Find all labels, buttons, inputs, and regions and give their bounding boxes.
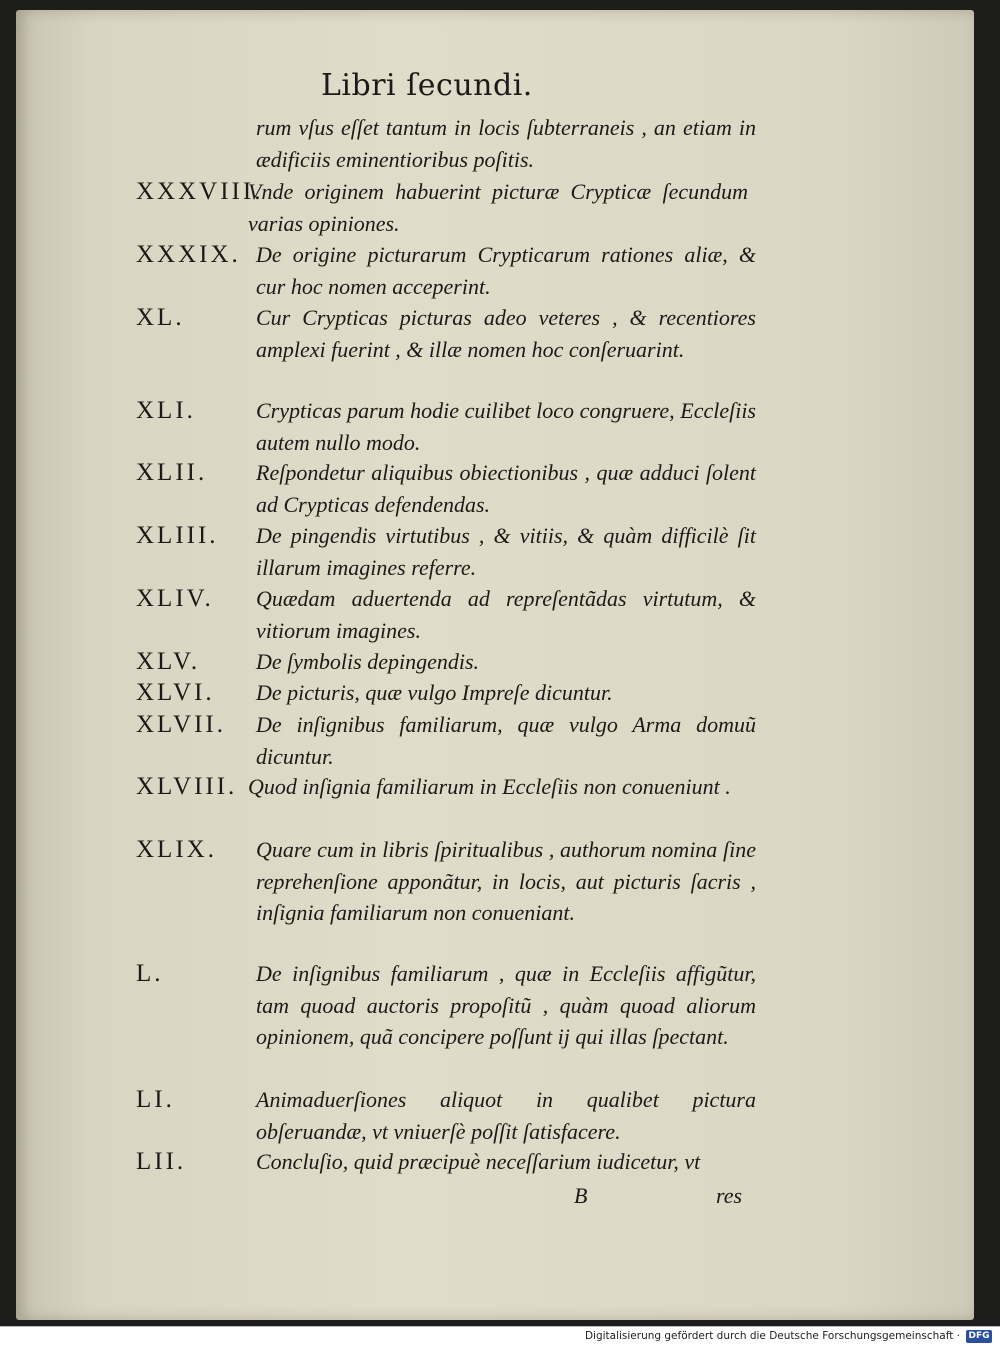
funding-credit: Digitalisierung gefördert durch die Deutsche Forschungsgemeinschaft ·: [584, 1330, 960, 1342]
entry-text: Cur Crypticas picturas adeo veteres , & recentiores amplexi fuerint , & illæ nomen hoc conſeruarint.: [256, 305, 756, 362]
chapter-number: XLVI.: [136, 679, 215, 706]
chapter-number: XLV.: [136, 648, 201, 675]
dfg-logo-icon: DFG: [966, 1330, 992, 1343]
footer-bar: [0, 1326, 1000, 1347]
catchword: res: [716, 1183, 743, 1208]
chapter-number: XLVIII.: [136, 773, 238, 800]
entry-text: Animaduerſiones aliquot in qualibet pictura obſeruandæ, vt vniuerſè poſſit ſatisfacere.: [256, 1087, 756, 1144]
chapter-number: XLII.: [136, 459, 208, 486]
chapter-number: XLIX.: [136, 836, 217, 863]
entry-text: De pingendis virtutibus , & vitiis, & quàm difficilè ſit illarum imagines referre.: [256, 523, 756, 580]
entry-text: De ſymbolis depingendis.: [256, 649, 480, 674]
chapter-number: LI.: [136, 1086, 175, 1113]
entry-text: Concluſio, quid præcipuè neceſſarium iudicetur, vt: [256, 1149, 701, 1174]
chapter-number: XXXVIII.: [136, 178, 264, 205]
signature-mark: B: [574, 1183, 588, 1208]
chapter-number: XL.: [136, 304, 185, 331]
chapter-number: XLVII.: [136, 711, 226, 738]
entry-text: Vnde originem habuerint picturæ Crypticæ ſecundum varias opiniones.: [248, 179, 748, 236]
running-head: Libri ſecundi.: [321, 68, 533, 103]
chapter-number: XLI.: [136, 397, 196, 424]
entry-text: De inſignibus familiarum , quæ in Eccleſiis affigũtur, tam quoad auctoris propoſitũ , quàm quoad aliorum opinionem, quã concipere poſſunt ij qui illas ſpectant.: [256, 961, 756, 1049]
chapter-number: XXXIX.: [136, 241, 241, 268]
entry-text: Crypticas parum hodie cuilibet loco congruere, Eccleſiis autem nullo modo.: [256, 398, 756, 455]
entry-text: rum vſus eſſet tantum in locis ſubterraneis , an etiam in ædificiis eminentioribus poſitis.: [256, 115, 756, 172]
entry-text: De origine picturarum Crypticarum rationes aliæ, & cur hoc nomen acceperint.: [256, 242, 756, 299]
entry-text: De picturis, quæ vulgo Impreſe dicuntur.: [256, 680, 613, 705]
chapter-number: LII.: [136, 1148, 187, 1175]
chapter-number: XLIV.: [136, 585, 214, 612]
entry-text: Quædam aduertenda ad repreſentãdas virtutum, & vitiorum imagines.: [256, 586, 756, 643]
entry-text: Reſpondetur aliquibus obiectionibus , quæ adduci ſolent ad Crypticas defendendas.: [256, 460, 756, 517]
chapter-number: XLIII.: [136, 522, 219, 549]
chapter-number: L.: [136, 960, 164, 987]
entry-text: De inſignibus familiarum, quæ vulgo Arma domuũ dicuntur.: [256, 712, 756, 769]
entry-text: Quod inſignia familiarum in Eccleſiis non conueniunt .: [248, 774, 731, 799]
entry-text: Quare cum in libris ſpiritualibus , authorum nomina ſine reprehenſione apponãtur, in locis, aut picturis ſacris , inſignia familiarum non conueniant.: [256, 837, 756, 925]
